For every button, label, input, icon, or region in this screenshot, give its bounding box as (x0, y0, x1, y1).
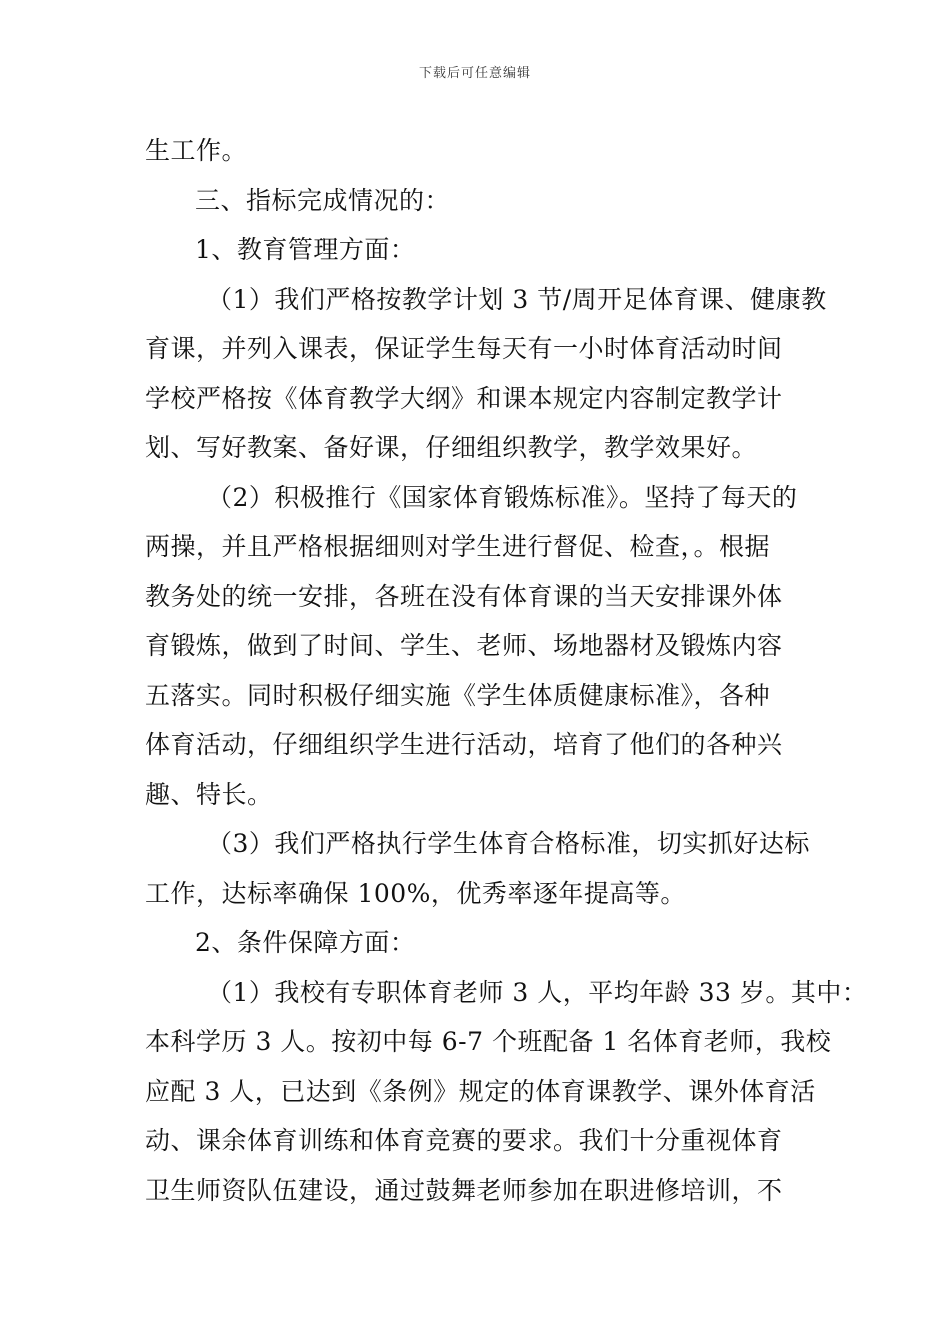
text-line: 两操，并且严格根据细则对学生进行督促、检查，。根据 (145, 532, 771, 561)
text-line: （3）我们严格执行学生体育合格标准，切实抓好达标 (207, 829, 810, 858)
text-line: （1）我校有专职体育老师 3 人，平均年龄 33 岁。其中： (207, 977, 868, 1007)
text-line: 生工作。 (145, 136, 248, 165)
page-header: 下载后可任意编辑 (418, 66, 531, 81)
text-line: 划、写好教案、备好课，仔细组织教学，教学效果好。 (145, 433, 758, 462)
text-line: 趣、特长。 (145, 779, 273, 809)
text-line: 动、课余体育训练和体育竞赛的要求。我们十分重视体育 (145, 1126, 783, 1155)
subsection-heading: 2、条件保障方面： (195, 928, 416, 957)
text-line: 育课，并列入课表，保证学生每天有一小时体育活动时间 (145, 334, 783, 363)
text-line: 卫生师资队伍建设，通过鼓舞老师参加在职进修培训，不 (145, 1175, 783, 1205)
text-line: 育锻炼，做到了时间、学生、老师、场地器材及锻炼内容 (145, 631, 783, 660)
section-heading: 三、指标完成情况的： (195, 185, 451, 215)
text-line: （2）积极推行《国家体育锻炼标准》。坚持了每天的 (207, 482, 798, 512)
text-line: 体育活动，仔细组织学生进行活动，培育了他们的各种兴 (145, 730, 783, 759)
text-line: 教务处的统一安排，各班在没有体育课的当天安排课外体 (145, 581, 783, 611)
text-line: 五落实。同时积极仔细实施《学生体质健康标准》，各种 (145, 680, 771, 710)
text-line: 应配 3 人，已达到《条例》规定的体育课教学、课外体育活 (145, 1076, 816, 1106)
text-line: （1）我们严格按教学计划 3 节/周开足体育课、健康教 (207, 284, 827, 314)
subsection-heading: 1、教育管理方面： (195, 235, 416, 264)
document-body (145, 126, 868, 1215)
text-line: 本科学历 3 人。按初中每 6-7 个班配备 1 名体育老师，我校 (145, 1027, 832, 1056)
text-line: 工作，达标率确保 100%，优秀率逐年提高等。 (145, 878, 686, 908)
text-line: 学校严格按《体育教学大纲》和课本规定内容制定教学计 (145, 383, 783, 413)
